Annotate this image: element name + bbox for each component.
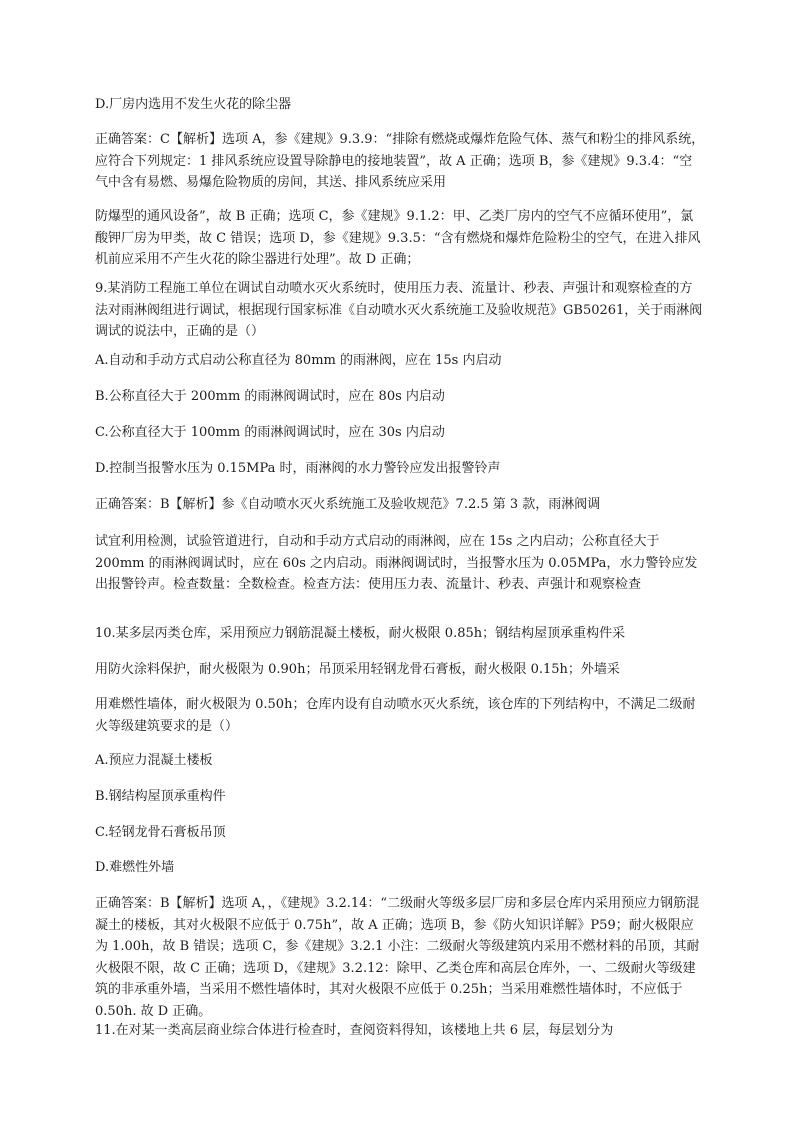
question-10-part2: 用防火涂料保护，耐火极限为 0.90h；吊顶采用轻钢龙骨石膏板，耐火极限 0.15h；外墙采 [95,662,620,677]
option-c-q10: C.轻钢龙骨石膏板吊顶 [95,825,226,840]
option-a-q10: A.预应力混凝土楼板 [95,753,213,768]
answer-q8-part1: 正确答案：C【解析】选项 A，参《建规》9.3.9：“排除有燃烧或爆炸危险气体、蒸气和粉尘的排风系统，应符合下列规定：1 排风系统应设置导除静电的接地装置”，故 A 正确；选项 B，参《建规》9.3.4：“空气中含有易燃、易爆危险物质的房间，其送、排风系统应采用 [95,132,705,190]
option-b-q9: B.公称直径大于 200mm 的雨淋阀调试时，应在 80s 内启动 [95,389,445,404]
question-10-part1: 10.某多层丙类仓库，采用预应力钢筋混凝土楼板，耐火极限 0.85h；钢结构屋顶承重构件采 [95,626,626,641]
answer-q10: 正确答案：B【解析】选项 A，，《建规》3.2.14：“二级耐火等级多层厂房和多层仓库内采用预应力钢筋混凝土的楼板，其对火极限不应低于 0.75h”，故 A 正确；选项 B，参《防火知识详解》P59；耐火极限应为 1.00h，故 B 错误；选项 C，参《建规》3.2.1 小注：二级耐火等级建筑内采用不燃材料的吊顶，其耐火极限不限，故 C 正确；选项 D，《建规》3.2.12：除甲、乙类仓库和高层仓库外，一、二级耐火等级建筑的非承重外墙，当采用不燃性墙体时，其对火极限不应低于 0.25h；当采用难燃性墙体时，不应低于 0.50h. 故 D 正确。 [95,896,700,1019]
option-a-q9: A.自动和手动方式启动公称直径为 80mm 的雨淋阀，应在 15s 内启动 [95,353,502,368]
answer-q9-part1: 正确答案：B【解析】参《自动喷水灭火系统施工及验收规范》7.2.5 第 3 款，雨淋阀调 [95,497,601,512]
question-11: 11.在对某一类高层商业综合体进行检查时，查阅资料得知，该楼地上共 6 层，每层划分为 [95,1023,614,1038]
question-10-part3: 用难燃性墙体，耐火极限为 0.50h；仓库内设有自动喷水灭火系统，该仓库的下列结构中，不满足二级耐火等级建筑要求的是（） [95,697,696,734]
option-d-q9: D.控制当报警水压为 0.15MPa 时，雨淋阀的水力警铃应发出报警铃声 [95,461,501,476]
answer-q9-part2: 试宜利用检测，试验管道进行，自动和手动方式启动的雨淋阀，应在 15s 之内启动；公称直径大于 200mm 的雨淋阀调试时，应在 60s 之内启动。雨淋阀调试时，当报警水压为 0.05MPa，水力警铃应发出报警铃声。检查数量：全数检查。检查方法：使用压力表、流量计、秒表、声强计和观察检查 [95,534,698,592]
option-c-q9: C.公称直径大于 100mm 的雨淋阀调试时，应在 30s 内启动 [95,425,445,440]
option-d-q10: D.难燃性外墙 [95,860,175,875]
option-b-q10: B.钢结构屋顶承重构件 [95,789,226,804]
answer-q8-part2: 防爆型的通风设备”，故 B 正确；选项 C，参《建规》9.1.2：甲、乙类厂房内的空气不应循环使用”，氯酸钾厂房为甲类，故 C 错误；选项 D，参《建规》9.3.5：“含有燃烧和爆炸危险粉尘的空气，在进入排风机前应采用不产生火花的除尘器进行处理”。故 D 正确； [95,209,701,267]
option-d-q8: D.厂房内选用不发生火花的除尘器 [95,97,292,112]
question-9: 9.某消防工程施工单位在调试自动喷水灭火系统时，使用压力表、流量计、秒表、声强计和观察检查的方法对雨淋阀组进行调试，根据现行国家标准《自动喷水灭火系统施工及验收规范》GB50261，关于雨淋阀调试的说法中，正确的是（） [95,281,703,339]
